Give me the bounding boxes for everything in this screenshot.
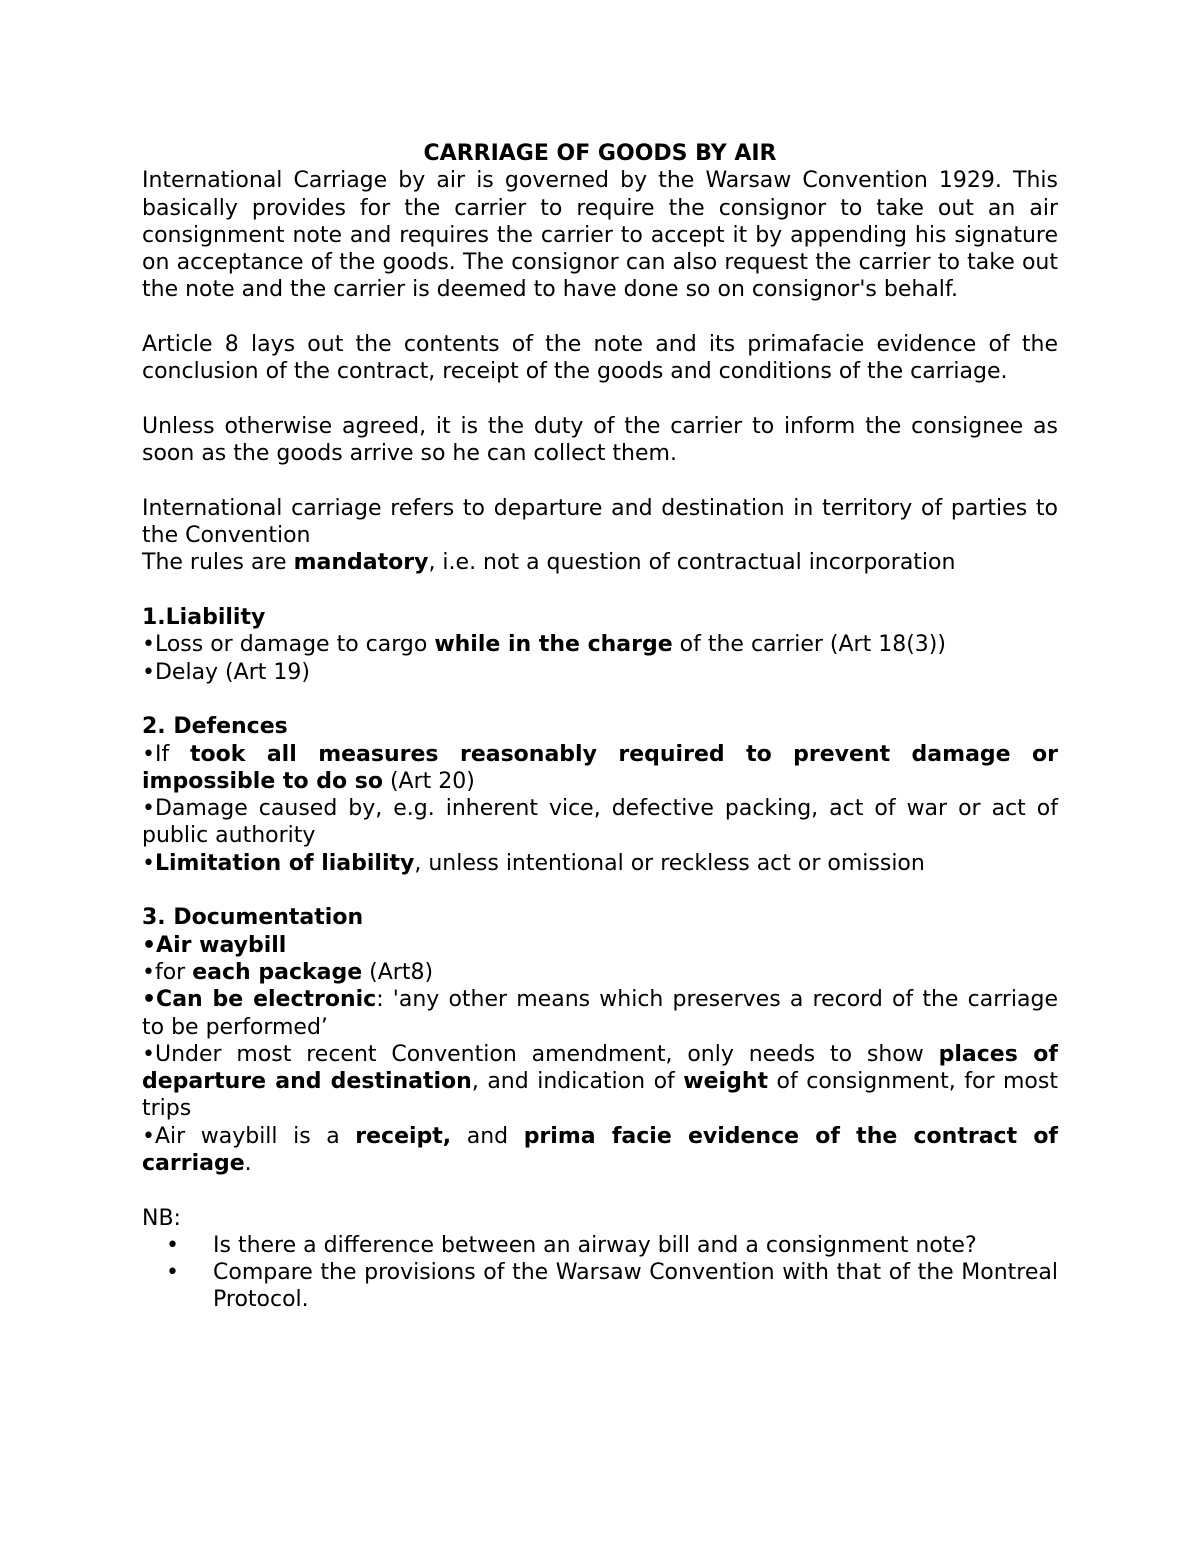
spacer [142,468,1058,495]
section-heading-liability: 1.Liability [142,605,266,631]
nb-item-text: Compare the provisions of the Warsaw Convention with that of the Montreal Protocol. [213,1260,1058,1313]
spacer [142,686,1058,713]
list-item [142,1259,1058,1314]
bold-run: each package [192,959,363,985]
text-run: , and indication of [471,1069,684,1095]
documentation-bullet-5 [142,1123,1058,1178]
bold-run: •Can be electronic [142,987,377,1013]
bold-run: took all measures reasonably required to prevent damage or impossible to do so [142,741,1058,794]
text-run: (Art8) [362,959,434,985]
nb-list [142,1232,1058,1314]
intro-paragraph-5 [142,549,1058,576]
spacer [142,304,1058,331]
text-run: (Art 20) [382,768,475,794]
text-run: •Under most recent Convention amendment, only needs to show [142,1041,939,1067]
bullet-icon: • [166,1232,179,1258]
document-page [142,140,1058,1314]
text-run: : 'any other means which preserves a record of the carriage to be performed’ [142,987,1058,1040]
defences-bullet-2: •Damage caused by, e.g. inherent vice, defective packing, act of war or act of public authority [142,796,1058,849]
document-title: CARRIAGE OF GOODS BY AIR [423,141,777,166]
spacer [142,1177,1058,1204]
intro-paragraph-2: Article 8 lays out the contents of the note and its primafacie evidence of the conclusion of the contract, receipt of the goods and conditions of the carriage. [142,332,1058,385]
defences-bullet-3 [142,850,1058,877]
nb-item-text: Is there a difference between an airway bill and a consignment note? [213,1232,977,1258]
text-run: The rules are [142,550,294,576]
bold-run: mandatory [293,550,429,576]
bold-run: places of departure and destination [142,1041,1058,1095]
documentation-bullet-4 [142,1041,1058,1123]
section-heading-documentation: 3. Documentation [142,905,364,931]
defences-bullet-1 [142,741,1058,796]
nb-label: NB: [142,1205,181,1231]
spacer [142,386,1058,413]
text-run: •Air waybill is a [142,1123,356,1149]
documentation-bullet-2 [142,959,1058,986]
spacer [142,577,1058,604]
liability-bullet-2: •Delay (Art 19) [142,659,310,685]
section-heading-defences: 2. Defences [142,714,288,740]
documentation-bullet-3 [142,986,1058,1041]
spacer [142,877,1058,904]
intro-paragraph-4: International carriage refers to departure and destination in territory of parties to the Convention [142,495,1058,549]
intro-paragraph-1: International Carriage by air is governed by the Warsaw Convention 1929. This basically provides for the carrier to require the consignor to take out an air consignment note and requires the carrier to accept it by appending his signature on acceptance of the goods. The consignor can also request the carrier to take out the note and the carrier is deemed to have done so on consignor's behalf. [142,168,1058,303]
bold-run: receipt, [355,1123,452,1149]
intro-paragraph-3: Unless otherwise agreed, it is the duty of the carrier to inform the consignee as soon as the goods arrive so he can collect them. [142,413,1058,467]
text-run: and [451,1123,524,1149]
bold-run: Limitation of liability [154,850,415,876]
bold-run: weight [683,1069,769,1095]
bullet-icon: • [166,1260,179,1286]
text-run: . [244,1150,252,1176]
text-run: of consignment, for most trips [142,1069,1058,1122]
list-item [142,1232,1058,1259]
bold-run: while in the charge [434,632,673,658]
liability-bullet-1 [142,631,1058,658]
text-run: •Loss or damage to cargo [142,632,435,658]
text-run: , unless intentional or reckless act or omission [414,850,925,876]
text-run: •If [142,741,190,767]
documentation-bullet-1: •Air waybill [142,932,287,958]
text-run: of the carrier (Art 18(3)) [672,632,946,658]
text-run: , i.e. not a question of contractual incorporation [428,550,956,576]
text-run: • [142,850,155,876]
bold-run: prima facie evidence of the contract of carriage [142,1123,1058,1176]
text-run: •for [142,959,193,985]
